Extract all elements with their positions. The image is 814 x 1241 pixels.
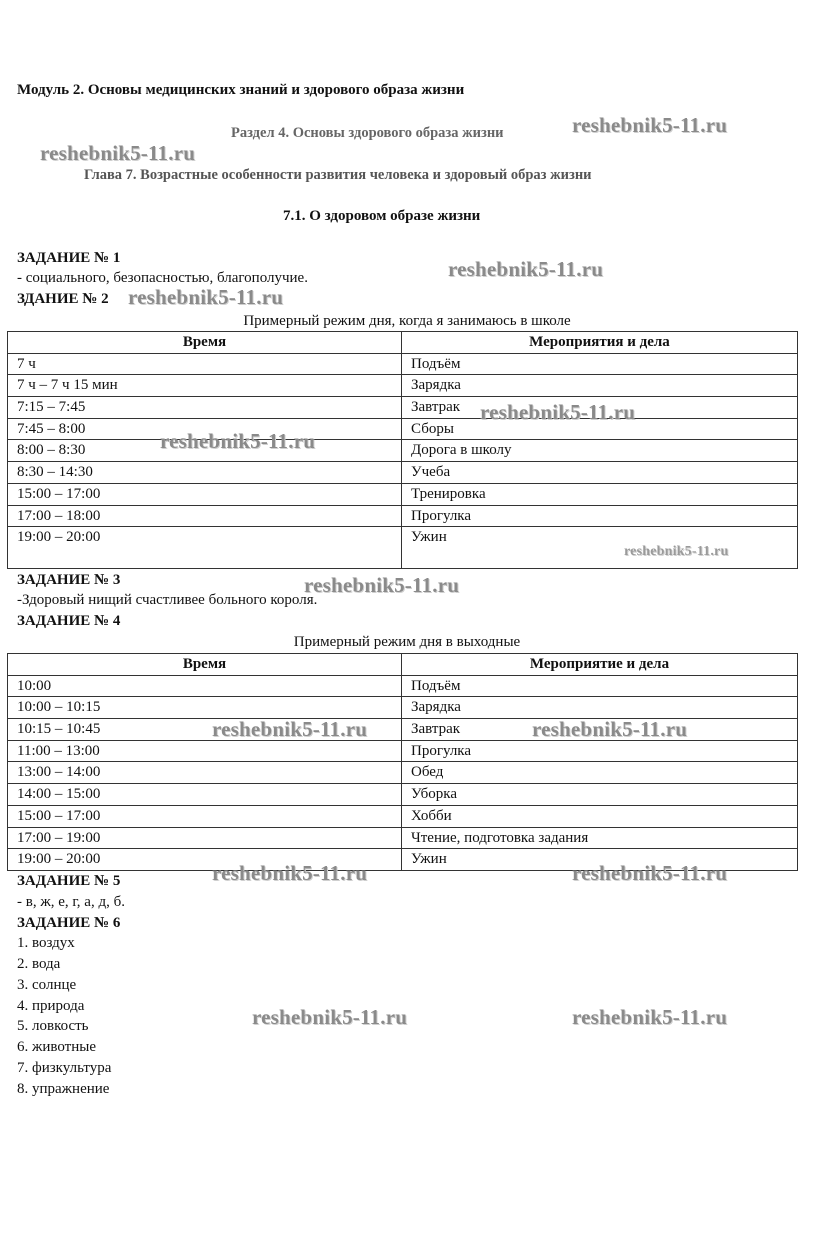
table-row <box>8 462 798 484</box>
watermark: reshebnik5-11.ru <box>624 544 729 559</box>
topic-heading: 7.1. О здоровом образе жизни <box>283 208 481 224</box>
activity-cell: Завтрак <box>402 397 798 419</box>
table-row <box>8 697 798 719</box>
table-row <box>8 483 798 505</box>
task2-title: ЗДАНИЕ № 2 <box>17 291 109 307</box>
activity-cell: Завтрак <box>402 719 798 741</box>
watermark: reshebnik5-11.ru <box>448 257 604 281</box>
list-item: 4. природа <box>17 998 85 1014</box>
watermark: reshebnik5-11.ru <box>128 285 284 309</box>
task1-title: ЗАДАНИЕ № 1 <box>17 250 121 266</box>
time-cell: 15:00 – 17:00 <box>8 805 402 827</box>
column-header-time: Время <box>8 654 402 676</box>
table-row <box>8 440 798 462</box>
list-item: 3. солнце <box>17 977 77 993</box>
task5-answer: - в, ж, е, г, а, д, б. <box>17 894 125 910</box>
list-item: 2. вода <box>17 956 61 972</box>
activity-cell: Обед <box>402 762 798 784</box>
activity-cell: Учеба <box>402 462 798 484</box>
list-item: 1. воздух <box>17 935 75 951</box>
activity-cell: Прогулка <box>402 505 798 527</box>
task3-title: ЗАДАНИЕ № 3 <box>17 572 121 588</box>
time-cell: 17:00 – 18:00 <box>8 505 402 527</box>
task1-answer: - социального, безопасностью, благополучие. <box>17 270 308 286</box>
time-cell: 14:00 – 15:00 <box>8 784 402 806</box>
task4-title: ЗАДАНИЕ № 4 <box>17 613 121 629</box>
time-cell: 17:00 – 19:00 <box>8 827 402 849</box>
weekend-schedule-table <box>7 653 798 871</box>
table-row <box>8 827 798 849</box>
chapter-heading: Глава 7. Возрастные особенности развития человека и здоровый образ жизни <box>84 167 592 183</box>
table-row <box>8 375 798 397</box>
table-row <box>8 505 798 527</box>
activity-cell: Зарядка <box>402 697 798 719</box>
time-cell: 19:00 – 20:00 <box>8 527 402 569</box>
watermark: reshebnik5-11.ru <box>212 861 368 885</box>
time-cell: 10:00 – 10:15 <box>8 697 402 719</box>
table-row <box>8 740 798 762</box>
table-row <box>8 418 798 440</box>
table-row <box>8 353 798 375</box>
time-cell: 7 ч <box>8 353 402 375</box>
watermark: reshebnik5-11.ru <box>532 717 688 741</box>
watermark: reshebnik5-11.ru <box>212 717 368 741</box>
task5-title: ЗАДАНИЕ № 5 <box>17 873 121 889</box>
column-header-time: Время <box>8 332 402 354</box>
column-header-activity: Мероприятия и дела <box>402 332 798 354</box>
watermark: reshebnik5-11.ru <box>572 861 728 885</box>
watermark: reshebnik5-11.ru <box>304 573 460 597</box>
activity-cell: Подъём <box>402 353 798 375</box>
table-row <box>8 675 798 697</box>
task6-title: ЗАДАНИЕ № 6 <box>17 915 121 931</box>
time-cell: 19:00 – 20:00 <box>8 849 402 871</box>
time-cell: 15:00 – 17:00 <box>8 483 402 505</box>
module-heading: Модуль 2. Основы медицинских знаний и здорового образа жизни <box>17 82 465 98</box>
activity-cell: Уборка <box>402 784 798 806</box>
watermark: reshebnik5-11.ru <box>160 429 316 453</box>
activity-cell: Дорога в школу <box>402 440 798 462</box>
activity-cell: Зарядка <box>402 375 798 397</box>
activity-cell: Чтение, подготовка задания <box>402 827 798 849</box>
watermark: reshebnik5-11.ru <box>572 113 728 137</box>
column-header-activity: Мероприятие и дела <box>402 654 798 676</box>
time-cell: 11:00 – 13:00 <box>8 740 402 762</box>
table-header-row <box>8 654 798 676</box>
list-item: 8. упражнение <box>17 1081 110 1097</box>
time-cell: 8:00 – 8:30 <box>8 440 402 462</box>
activity-cell: Подъём <box>402 675 798 697</box>
time-cell: 8:30 – 14:30 <box>8 462 402 484</box>
table-row <box>8 805 798 827</box>
list-item: 5. ловкость <box>17 1018 89 1034</box>
activity-cell: Ужин <box>402 527 798 569</box>
section-heading: Раздел 4. Основы здорового образа жизни <box>231 125 504 141</box>
watermark: reshebnik5-11.ru <box>252 1005 408 1029</box>
list-item: 6. животные <box>17 1039 96 1055</box>
activity-cell: Тренировка <box>402 483 798 505</box>
task4-caption: Примерный режим дня в выходные <box>293 634 521 650</box>
watermark: reshebnik5-11.ru <box>480 400 636 424</box>
activity-cell: Сборы <box>402 418 798 440</box>
table-row <box>8 784 798 806</box>
watermark: reshebnik5-11.ru <box>572 1005 728 1029</box>
time-cell: 7:15 – 7:45 <box>8 397 402 419</box>
time-cell: 10:00 <box>8 675 402 697</box>
table-header-row <box>8 332 798 354</box>
time-cell: 7 ч – 7 ч 15 мин <box>8 375 402 397</box>
time-cell: 10:15 – 10:45 <box>8 719 402 741</box>
task2-caption: Примерный режим дня, когда я занимаюсь в школе <box>243 313 571 329</box>
table-row <box>8 762 798 784</box>
activity-cell: Ужин <box>402 849 798 871</box>
task3-answer: -Здоровый нищий счастливее больного короля. <box>17 592 318 608</box>
time-cell: 7:45 – 8:00 <box>8 418 402 440</box>
list-item: 7. физкультура <box>17 1060 112 1076</box>
activity-cell: Прогулка <box>402 740 798 762</box>
watermark: reshebnik5-11.ru <box>40 141 196 165</box>
time-cell: 13:00 – 14:00 <box>8 762 402 784</box>
table-row <box>8 397 798 419</box>
school-schedule-table <box>7 331 798 569</box>
activity-cell: Хобби <box>402 805 798 827</box>
